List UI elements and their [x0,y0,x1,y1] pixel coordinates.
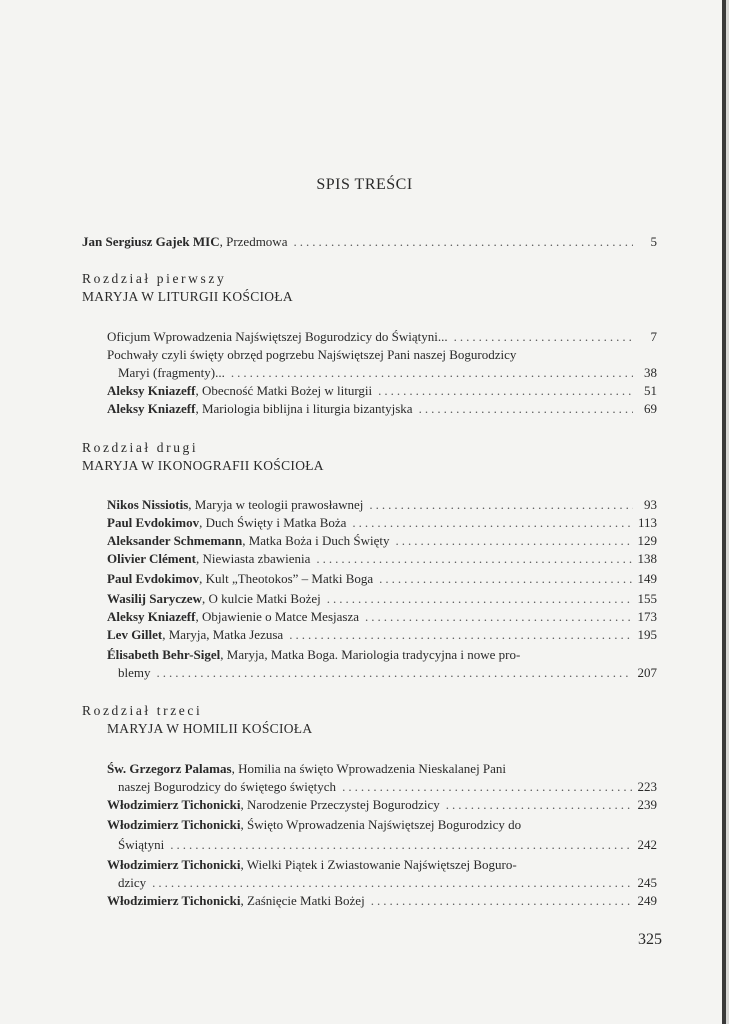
entry-page: 7 [650,329,657,344]
entry-author: Włodzimierz Tichonicki [107,857,241,872]
entry-author: Aleksander Schmemann [107,533,243,548]
leader-dots [352,514,632,531]
entry-page: 113 [637,515,657,530]
entry-page: 138 [637,551,657,566]
toc-entry: Lev Gillet, Maryja, Matka Jezusa ..... 195 [107,626,657,643]
leader-dots [454,328,633,345]
entry-title: Kult „Theotokos” – Matki Boga [205,571,374,586]
leader-dots [231,364,633,381]
leader-dots [327,590,632,607]
leader-dots [419,400,633,417]
toc-entry: Paul Evdokimov, Kult „Theotokos” – Matki Boga ..... 149 [107,570,657,587]
section-label: Rozdział drugi [82,440,199,455]
toc-entry-title-line: Św. Grzegorz Palamas, Homilia na święto Wprowadzenia Nieskalanej Pani [107,761,507,776]
section-label: Rozdział pierwszy [82,271,227,286]
leader-dots [379,570,631,587]
entry-title: O kulcie Matki Bożej [208,591,321,606]
entry-author: Lev Gillet [107,627,163,642]
entry-author: Aleksy Kniazeff [107,401,196,416]
toc-entry: Paul Evdokimov, Duch Święty i Matka Boża ..... 113 [107,514,657,531]
leader-dots [152,874,631,891]
toc-entry [118,874,657,891]
entry-page: 195 [637,627,657,642]
entry-title: Przedmowa [226,234,288,249]
entry-page: 93 [644,497,657,512]
leader-dots [446,796,632,813]
entry-title: Homilia na święto Wprowadzenia Nieskalanej Pani [238,761,507,776]
section-title: MARYJA W LITURGII KOŚCIOŁA [82,289,293,304]
toc-entry: Aleksy Kniazeff, Mariologia biblijna i liturgia bizantyjska ..... 69 [107,400,657,417]
entry-title: Zaśnięcie Matki Bożej [247,893,365,908]
entry-title: Duch Święty i Matka Boża [205,515,347,530]
toc-entry [118,836,657,853]
entry-page: 239 [637,797,657,812]
section-title: MARYJA W IKONOGRAFII KOŚCIOŁA [82,458,324,473]
entry-title: Maryja w teologii prawosławnej [194,497,364,512]
entry-page: 223 [637,779,657,794]
entry-title: Święto Wprowadzenia Najświętszej Bogurodzicy do [247,817,522,832]
entry-author: Św. Grzegorz Palamas [107,761,232,776]
entry-author: Włodzimierz Tichonicki [107,817,241,832]
entry-author: Włodzimierz Tichonicki [107,797,241,812]
section-label: Rozdział trzeci [82,703,203,718]
entry-title: Matka Boża i Duch Święty [248,533,390,548]
entry-title: Obecność Matki Bożej w liturgii [201,383,373,398]
toc-entry: Włodzimierz Tichonicki, Zaśnięcie Matki Bożej ..... 249 [107,892,657,909]
leader-dots [365,608,632,625]
entry-title: Narodzenie Przeczystej Bogurodzicy [247,797,440,812]
entry-page: 207 [637,665,657,680]
entry-title: Wielki Piątek i Zwiastowanie Najświętszej Boguro- [246,857,517,872]
leader-dots [378,382,633,399]
entry-title: Maryja, Matka Jezusa [168,627,284,642]
entry-author: Wasilij Saryczew [107,591,202,606]
entry-author: Paul Evdokimov [107,515,200,530]
toc-entry-title-line: Pochwały czyli święty obrzęd pogrzebu Najświętszej Pani naszej Bogurodzicy [107,347,517,362]
entry-page: 155 [637,591,657,606]
toc-entry [107,328,657,345]
leader-dots [342,778,631,795]
entry-page: 249 [637,893,657,908]
entry-author: Olivier Clément [107,551,196,566]
entry-title: Oficjum Wprowadzenia Najświętszej Bogurodzicy do Świątyni... [107,329,448,344]
toc-entry: Wasilij Saryczew, O kulcie Matki Bożej ..... 155 [107,590,657,607]
page-number: 325 [638,931,662,948]
entry-title-continued: blemy [118,665,151,680]
toc-entry: Nikos Nissiotis, Maryja w teologii prawosławnej ..... 93 [107,496,657,513]
entry-title-continued: Maryi (fragmenty)... [118,365,225,380]
entry-page: 51 [644,383,657,398]
toc-entry [118,664,657,681]
toc-entry: Aleksander Schmemann, Matka Boża i Duch Święty ..... 129 [107,532,657,549]
entry-page: 129 [637,533,657,548]
entry-page: 5 [650,234,657,249]
entry-page: 38 [644,365,657,380]
leader-dots [369,496,633,513]
page-title: SPIS TREŚCI [316,176,413,193]
entry-title: Niewiasta zbawienia [202,551,311,566]
entry-title: Maryja, Matka Boga. Mariologia tradycyjna i nowe pro- [226,647,521,662]
section-title: MARYJA W HOMILII KOŚCIOŁA [107,721,313,736]
entry-page: 245 [637,875,657,890]
leader-dots [316,550,631,567]
entry-author: Nikos Nissiotis [107,497,189,512]
toc-entry [118,778,657,795]
entry-page: 242 [637,837,657,852]
leader-dots [170,836,631,853]
entry-title-continued: dzicy [118,875,147,890]
leader-dots [157,664,632,681]
entry-title-continued: Świątyni [118,837,165,852]
toc-entry: Włodzimierz Tichonicki, Narodzenie Przeczystej Bogurodzicy ..... 239 [107,796,657,813]
entry-author: Aleksy Kniazeff [107,383,196,398]
leader-dots [293,233,633,250]
toc-entry-title-line: Élisabeth Behr-Sigel, Maryja, Matka Boga. Mariologia tradycyjna i nowe pro- [107,647,521,662]
leader-dots [289,626,631,643]
toc-entry: Aleksy Kniazeff, Obecność Matki Bożej w liturgii ..... 51 [107,382,657,399]
entry-author: Włodzimierz Tichonicki [107,893,241,908]
toc-entry-title-line: Włodzimierz Tichonicki, Święto Wprowadzenia Najświętszej Bogurodzicy do [107,817,522,832]
toc-entry: Olivier Clément, Niewiasta zbawienia ..... 138 [107,550,657,567]
entry-author: Paul Evdokimov [107,571,200,586]
toc-entry-preface: Jan Sergiusz Gajek MIC, Przedmowa ..... 5 [82,233,657,250]
entry-author: Jan Sergiusz Gajek MIC [82,234,220,249]
toc-entry: Aleksy Kniazeff, Objawienie o Matce Mesjasza ..... 173 [107,608,657,625]
entry-author: Aleksy Kniazeff [107,609,196,624]
leader-dots [371,892,632,909]
entry-page: 173 [637,609,657,624]
leader-dots [396,532,632,549]
toc-entry [118,364,657,381]
entry-title: Mariologia biblijna i liturgia bizantyjska [201,401,413,416]
entry-author: Élisabeth Behr-Sigel [107,647,221,662]
entry-page: 69 [644,401,657,416]
entry-page: 149 [637,571,657,586]
toc-entry-title-line: Włodzimierz Tichonicki, Wielki Piątek i Zwiastowanie Najświętszej Boguro- [107,857,517,872]
entry-title-continued: naszej Bogurodzicy do świętego świętych [118,779,337,794]
entry-title: Objawienie o Matce Mesjasza [201,609,359,624]
